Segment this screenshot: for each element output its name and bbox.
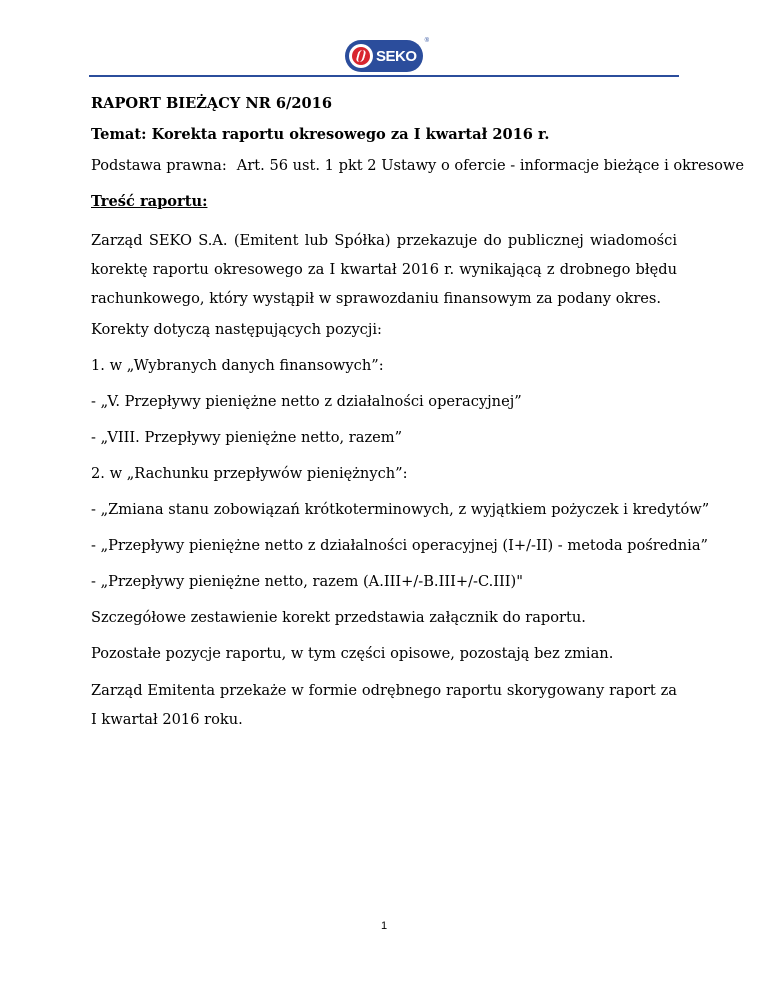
logo-badge [345,38,429,72]
corrections-intro: Korekty dotyczą następujących pozycji: [91,321,382,338]
logo-text: SEKO [376,47,417,65]
legal-basis [91,155,744,177]
legal-basis-label: Podstawa prawna: [91,157,227,174]
report-subject: Temat: Korekta raportu okresowego za I kwartał 2016 r. [91,126,550,143]
seko-logo [344,38,429,73]
section-2-item: - „Przepływy pieniężne netto, razem (A.III+/-B.III+/-C.III)" [91,573,523,590]
logo-s-icon [349,44,373,68]
other-items-note: Pozostałe pozycje raportu, w tym części opisowe, pozostają bez zmian. [91,645,614,662]
report-title: RAPORT BIEŻĄCY NR 6/2016 [91,95,332,112]
intro-paragraph: Zarząd SEKO S.A. (Emitent lub Spółka) przekazuje do publicznej wiadomości korektę raportu okresowego za I kwartał 2016 r. wynikającą z drobnego błędu rachunkowego, który wystąpił w sprawozdaniu finansowym za podany okres. [91,232,677,307]
header-divider [89,75,679,77]
section-1-heading: 1. w „Wybranych danych finansowych”: [91,357,384,374]
page-number: 1 [380,920,388,932]
registered-mark: ® [424,38,429,44]
section-2-item: - „Przepływy pieniężne netto z działalności operacyjnej (I+/-II) - metoda pośrednia” [91,537,708,554]
closing-paragraph: Zarząd Emitenta przekaże w formie odrębnego raportu skorygowany raport za I kwartał 2016 roku. [91,682,677,728]
section-1-item: - „VIII. Przepływy pieniężne netto, razem” [91,429,403,446]
section-2-item: - „Zmiana stanu zobowiązań krótkoterminowych, z wyjątkiem pożyczek i kredytów” [91,501,710,518]
content-heading: Treść raportu: [91,193,208,210]
attachment-note: Szczegółowe zestawienie korekt przedstawia załącznik do raportu. [91,609,586,626]
section-2-heading: 2. w „Rachunku przepływów pieniężnych”: [91,465,408,482]
legal-basis-value: Art. 56 ust. 1 pkt 2 Ustawy o ofercie - informacje bieżące i okresowe [236,157,745,174]
section-1-item: - „V. Przepływy pieniężne netto z działalności operacyjnej” [91,393,522,410]
